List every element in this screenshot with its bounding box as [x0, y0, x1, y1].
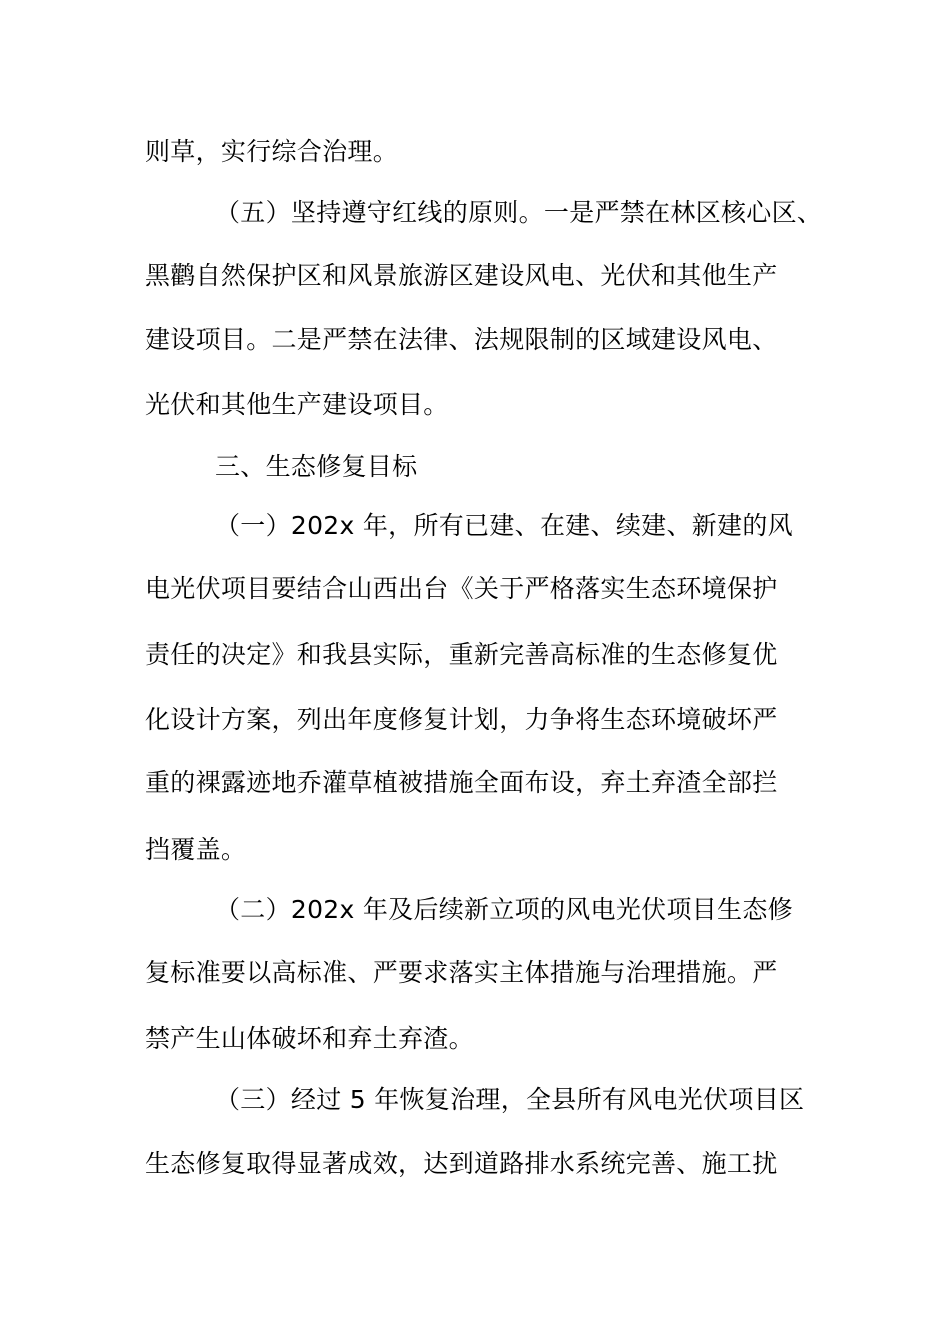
text-line: 光伏和其他生产建设项目。 [145, 390, 449, 419]
text-line: 则草，实行综合治理。 [145, 137, 399, 166]
text-line: 挡覆盖。 [145, 835, 247, 864]
text-line: 电光伏项目要结合山西出台《关于严格落实生态环境保护 [145, 574, 778, 603]
text-line: 复标准要以高标准、严要求落实主体措施与治理措施。严 [145, 958, 778, 987]
text-line: 责任的决定》和我县实际，重新完善高标准的生态修复优 [145, 640, 778, 669]
text-line: 重的裸露迹地乔灌草植被措施全面布设，弃土弃渣全部拦 [145, 768, 778, 797]
text-line: 黑鹳自然保护区和风景旅游区建设风电、光伏和其他生产 [145, 261, 778, 290]
paragraph-start: （一）202x 年，所有已建、在建、续建、新建的风 [215, 511, 793, 540]
text-line: 禁产生山体破坏和弃土弃渣。 [145, 1024, 474, 1053]
text-line: 生态修复取得显著成效，达到道路排水系统完善、施工扰 [145, 1149, 778, 1178]
paragraph-start: （二）202x 年及后续新立项的风电光伏项目生态修 [215, 895, 793, 924]
paragraph-start: （三）经过 5 年恢复治理，全县所有风电光伏项目区 [215, 1085, 805, 1114]
paragraph-start: （五）坚持遵守红线的原则。一是严禁在林区核心区、 [215, 198, 823, 227]
text-line: 建设项目。二是严禁在法律、法规限制的区域建设风电、 [145, 325, 778, 354]
text-line: 化设计方案，列出年度修复计划，力争将生态环境破坏严 [145, 705, 778, 734]
section-heading: 三、生态修复目标 [215, 452, 418, 481]
